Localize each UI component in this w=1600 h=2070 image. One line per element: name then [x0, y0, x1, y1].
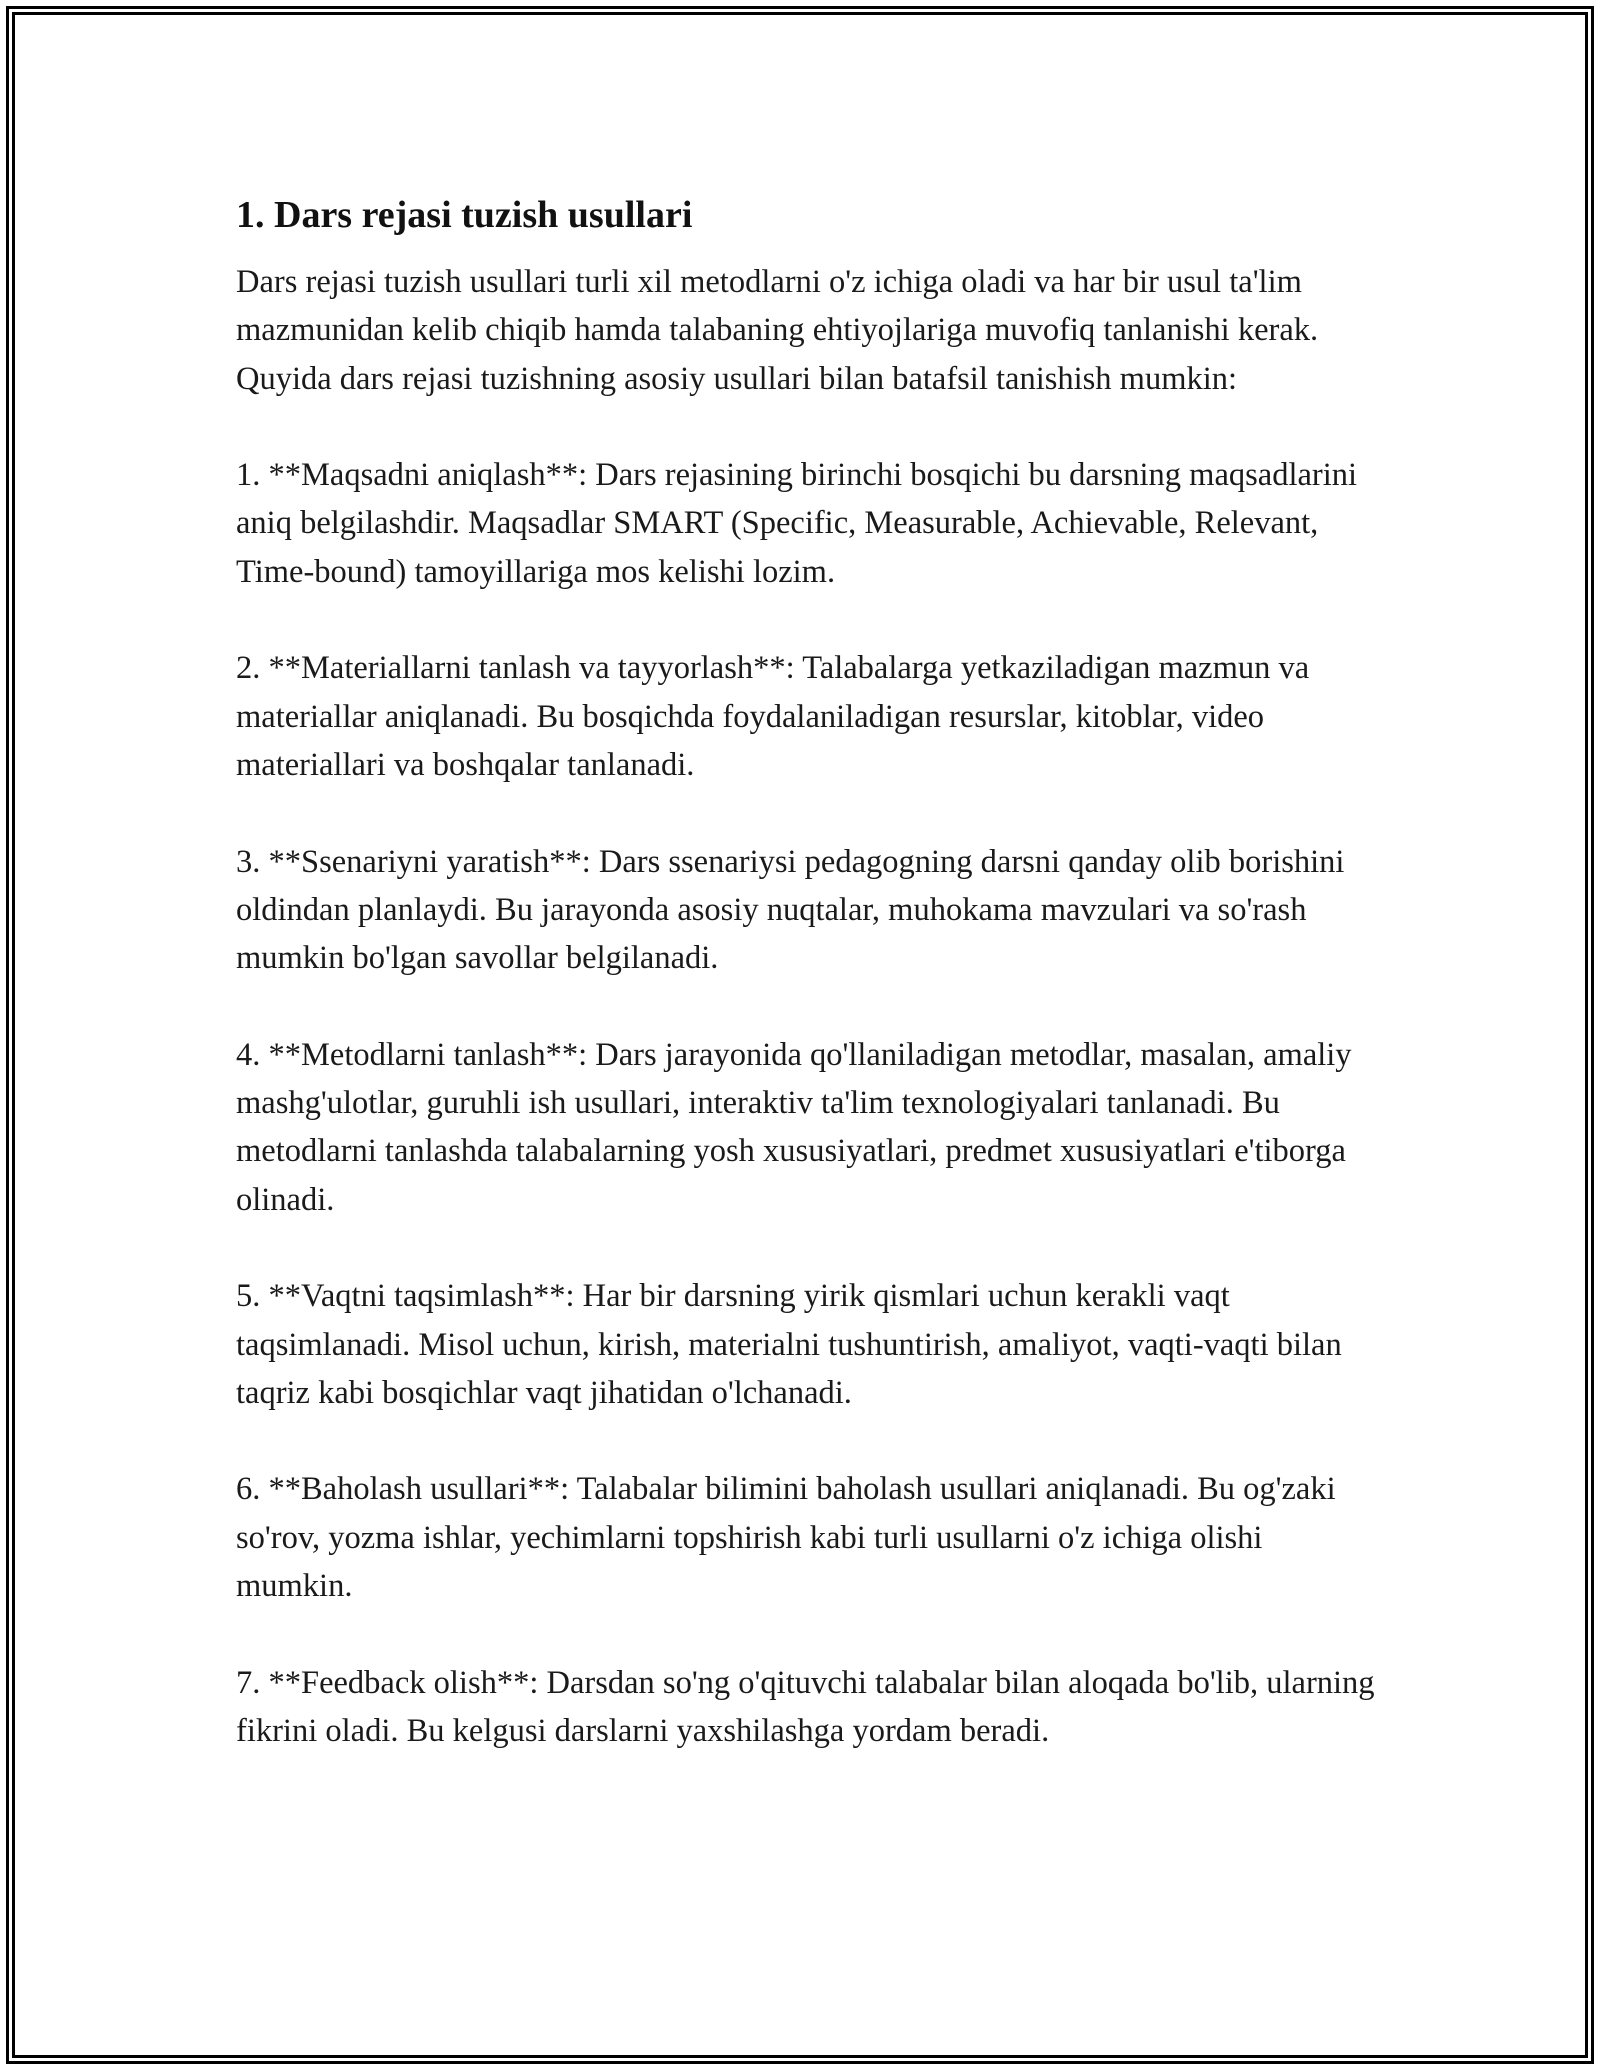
- list-item-ssenariyni-yaratish: 3. **Ssenariyni yaratish**: Dars ssenariysi pedagogning darsni qanday olib borishini oldindan planlaydi. Bu jarayonda asosiy nuqtalar, muhokama mavzulari va so'rash mumkin bo'lgan savollar belgilanadi.: [236, 843, 1345, 977]
- list-item-feedback-olish: 7. **Feedback olish**: Darsdan so'ng o'qituvchi talabalar bilan aloqada bo'lib, ularning fikrini oladi. Bu kelgusi darslarni yaxshilashga yordam beradi.: [236, 1664, 1375, 1749]
- list-item-baholash-usullari: 6. **Baholash usullari**: Talabalar bilimini baholash usullari aniqlanadi. Bu og'zaki so'rov, yozma ishlar, yechimlarni topshirish kabi turli usullarni o'z ichiga olishi mumkin.: [236, 1471, 1336, 1605]
- section-heading: 1. Dars rejasi tuzish usullari: [236, 194, 693, 236]
- list-item-materiallarni-tanlash: 2. **Materiallarni tanlash va tayyorlash**: Talabalarga yetkaziladigan mazmun va materiallar aniqlanadi. Bu bosqichda foydalaniladigan resurslar, kitoblar, video materiallari va boshqalar tanlanadi.: [236, 650, 1310, 783]
- list-item-vaqtni-taqsimlash: 5. **Vaqtni taqsimlash**: Har bir darsning yirik qismlari uchun kerakli vaqt taqsimlanadi. Misol uchun, kirish, materialni tushuntirish, amaliyot, vaqti-vaqti bilan taqriz kabi bosqichlar vaqt jihatidan o'lchanadi.: [236, 1278, 1342, 1411]
- document-body: [236, 188, 1376, 1755]
- intro-paragraph: Dars rejasi tuzish usullari turli xil metodlarni o'z ichiga oladi va har bir usul ta'lim mazmunidan kelib chiqib hamda talabaning ehtiyojlariga muvofiq tanlanishi kerak. Quyida dars rejasi tuzishning asosiy usullari bilan batafsil tanishish mumkin:: [236, 264, 1319, 397]
- list-item-maqsadni-aniqlash: 1. **Maqsadni aniqlash**: Dars rejasining birinchi bosqichi bu darsning maqsadlarini aniq belgilashdir. Maqsadlar SMART (Specific, Measurable, Achievable, Relevant, Time-bound) tamoyillariga mos kelishi lozim.: [236, 457, 1358, 590]
- list-item-metodlarni-tanlash: 4. **Metodlarni tanlash**: Dars jarayonida qo'llaniladigan metodlar, masalan, amaliy mashg'ulotlar, guruhli ish usullari, interaktiv ta'lim texnologiyalari tanlanadi. Bu metodlarni tanlashda talabalarning yosh xususiyatlari, predmet xususiyatlari e'tiborga olinadi.: [236, 1036, 1352, 1218]
